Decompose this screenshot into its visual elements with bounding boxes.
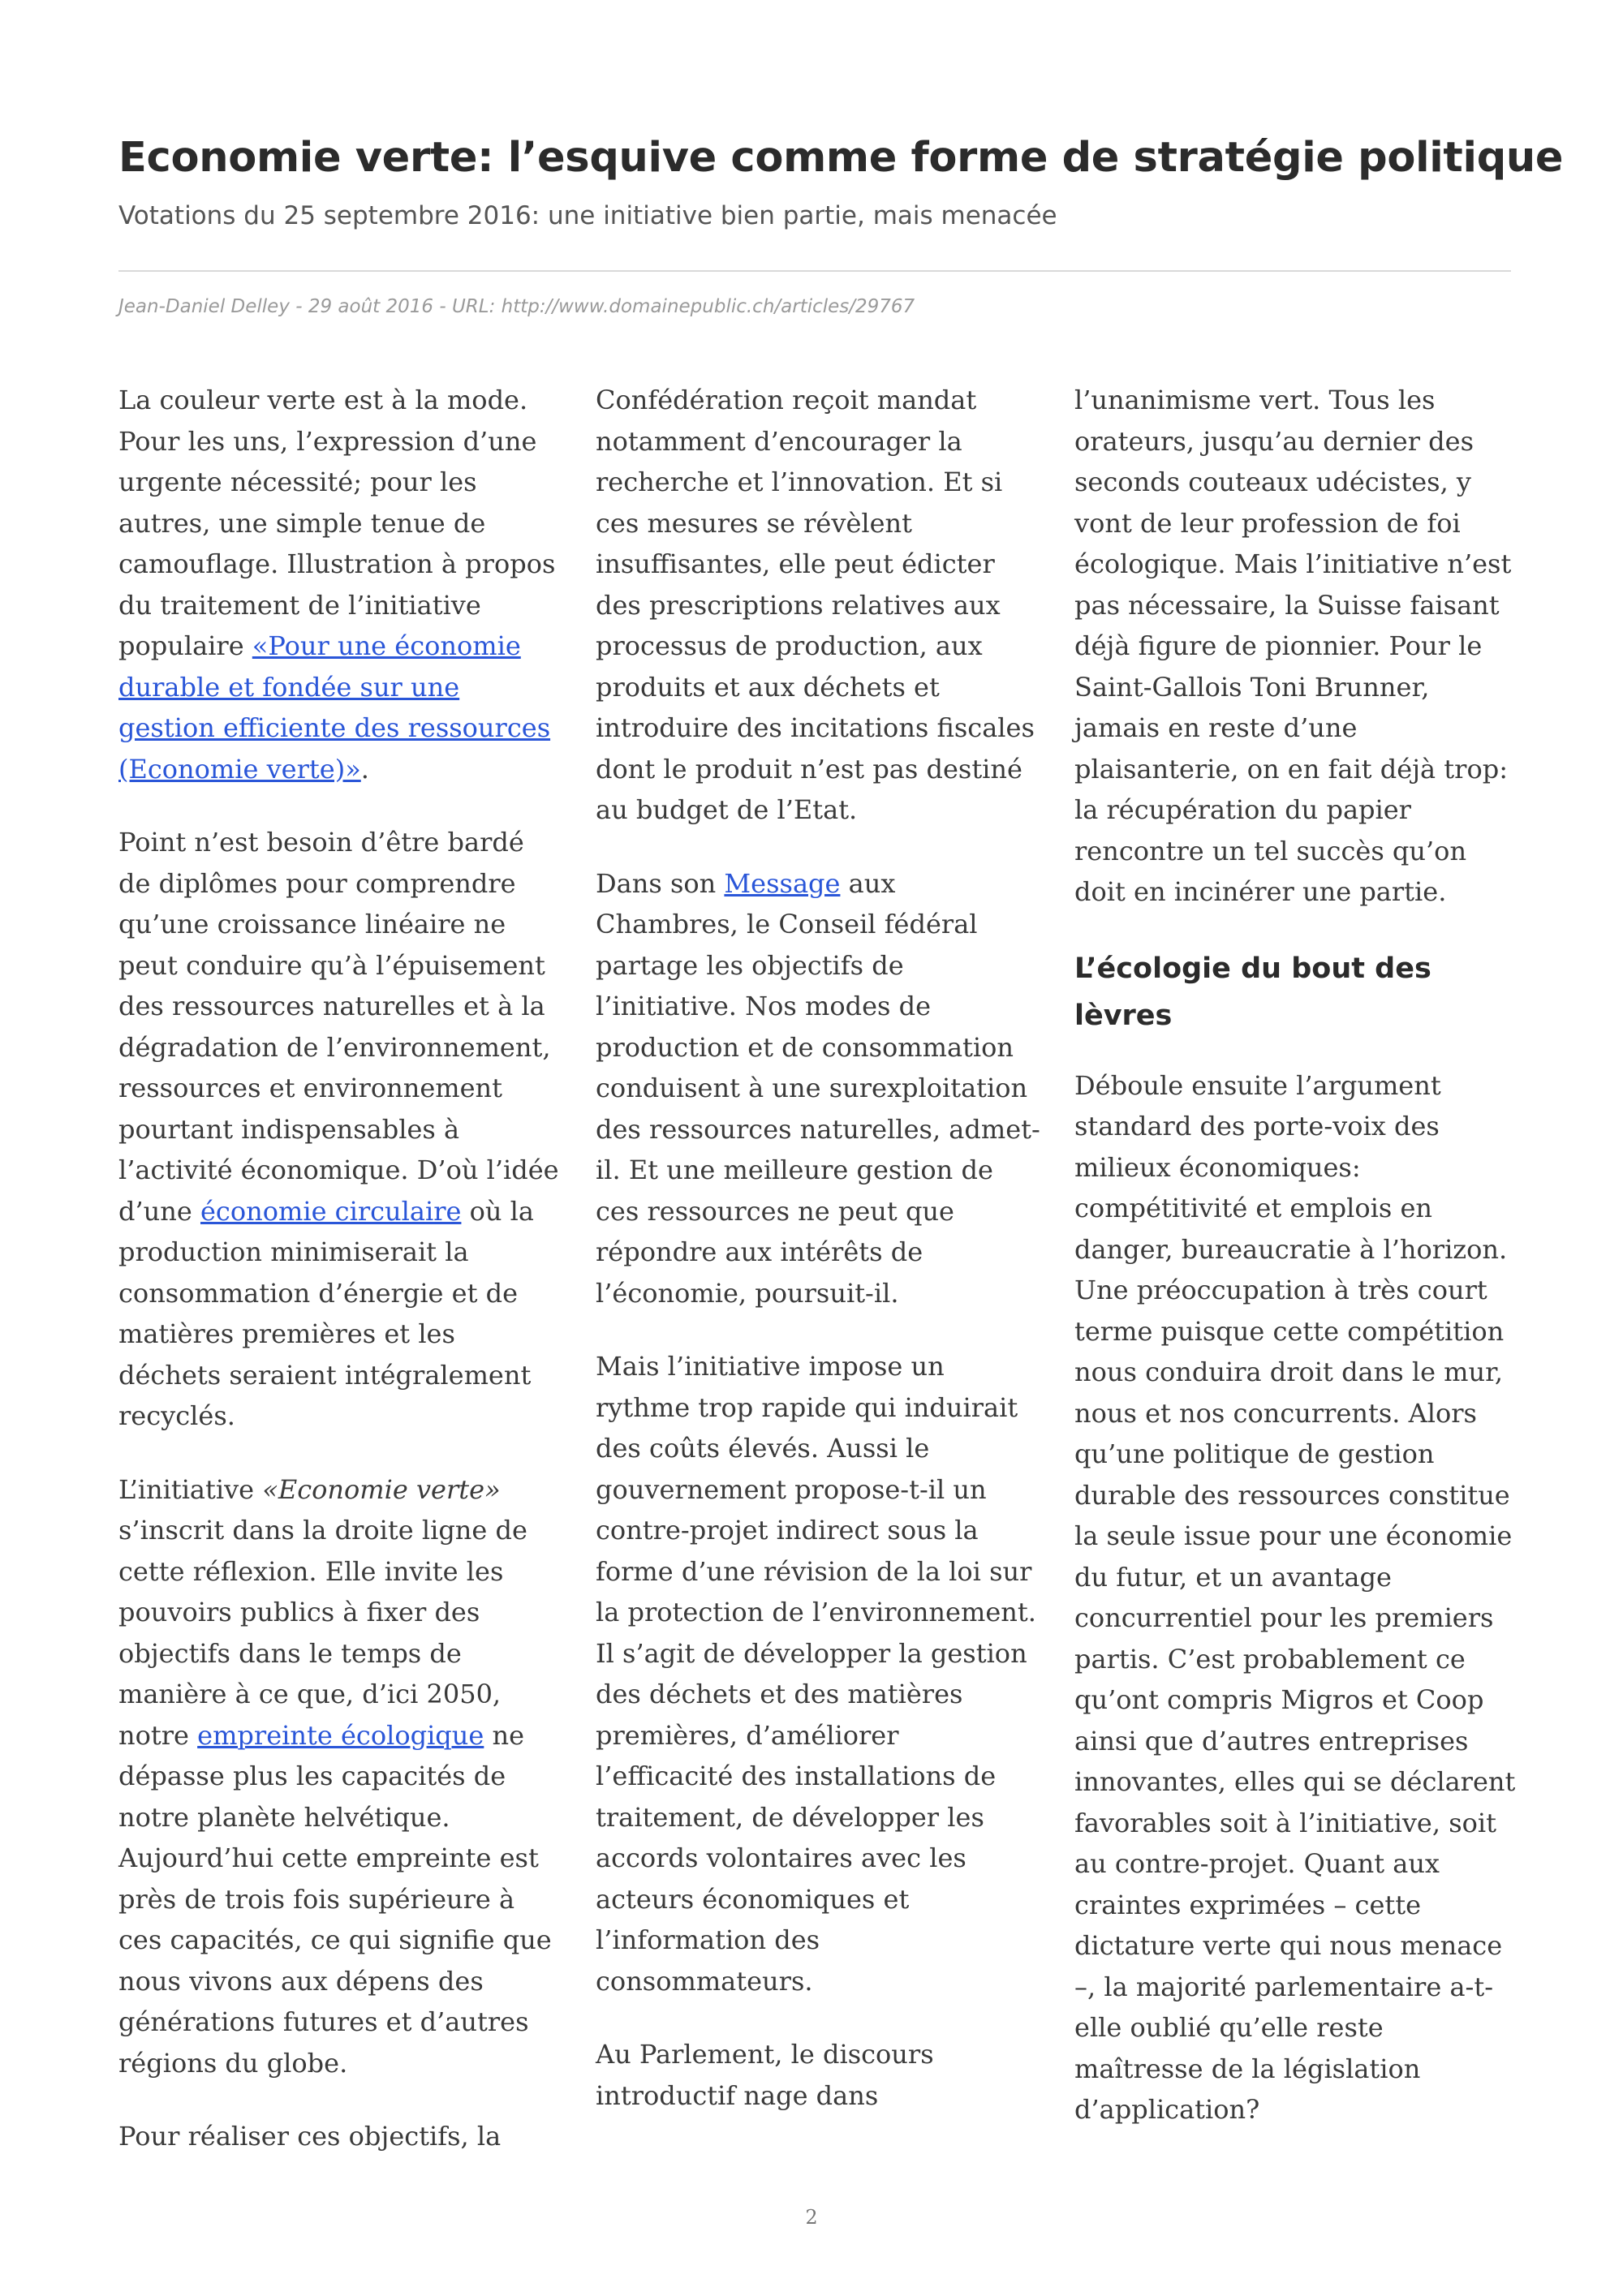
paragraph: [596, 2034, 1040, 2116]
paragraph-text: l’unanimisme vert. Tous les orateurs, jusqu’au dernier des seconds couteaux udécistes, y vont de leur profession de foi écologique. Mais l’initiative n’est pas nécessaire, la Suisse faisant déjà figure de pionnier. Pour le Saint-Gallois Toni Brunner, jamais en reste d’une plaisanterie, on en fait déjà trop: la récupération du papier rencontre un tel succès qu’on doit en incinérer une partie.: [1074, 385, 1512, 907]
paragraph: [118, 2116, 563, 2157]
paragraph: [118, 822, 563, 1437]
paragraph-text: aux Chambres, le Conseil fédéral partage les objectifs de l’initiative. Nos modes de production et de consommation conduisent à une surexploitation des ressources naturelles, admet-il. Et une meilleure gestion de ces ressources ne peut que répondre aux intérêts de l’économie, poursuit-il.: [596, 867, 1040, 1309]
paragraph-text: Mais l’initiative impose un rythme trop rapide qui induirait des coûts élevés. Aussi le gouvernement propose-t-il un contre-projet indirect sous la forme d’une révision de la loi sur la protection de l’environnement. Il s’agit de développer la gestion des déchets et des matières premières, d’améliorer l’efficacité des installations de traitement, de développer les accords volontaires avec les acteurs économiques et l’information des consommateurs.: [596, 1351, 1036, 1997]
initiative-name: «Economie verte»: [262, 1473, 501, 1505]
message-link[interactable]: Message: [724, 867, 841, 899]
paragraph: [1074, 1065, 1519, 2130]
paragraph-text: L’initiative: [118, 1473, 263, 1505]
paragraph-text: Point n’est besoin d’être bardé de diplômes pour comprendre qu’une croissance linéaire ne peut conduire qu’à l’épuisement des ressources naturelles et à la dégradation de l’environnement, ressources et environnement pourtant indispensables à l’activité économique. D’où l’idée d’une: [118, 827, 559, 1227]
article-byline: Jean-Daniel Delley - 29 août 2016 - URL: http://www.domainepublic.ch/articles/29767: [118, 296, 915, 317]
paragraph-text: Confédération reçoit mandat notamment d’encourager la recherche et l’innovation. Et si ces mesures se révèlent insuffisantes, elle peut édicter des prescriptions relatives aux processus de production, aux produits et aux déchets et introduire des incitations fiscales dont le produit n’est pas destiné au budget de l’Etat.: [596, 385, 1035, 825]
text-column-3: [1074, 380, 1519, 2163]
section-heading: L’écologie du bout des lèvres: [1074, 952, 1431, 1032]
ecological-footprint-link[interactable]: empreinte écologique: [197, 1719, 484, 1751]
paragraph-text: Pour réaliser ces objectifs, la: [118, 2121, 502, 2152]
paragraph: [596, 863, 1040, 1314]
initiative-link[interactable]: «Pour une économie durable et fondée sur une gestion efficiente des ressources (Economie verte)»: [118, 630, 551, 785]
article-subtitle: Votations du 25 septembre 2016: une initiative bien partie, mais menacée: [118, 201, 1057, 230]
header-divider: [118, 270, 1511, 272]
article-title: Economie verte: l’esquive comme forme de stratégie politique: [118, 134, 1564, 182]
paragraph: [596, 1346, 1040, 2001]
circular-economy-link[interactable]: économie circulaire: [200, 1195, 462, 1227]
paragraph-text: Déboule ensuite l’argument standard des porte-voix des milieux économiques: compétitivité et emplois en danger, bureaucratie à l’horizon. Une préoccupation à très court terme puisque cette compétition nous conduira droit dans le mur, nous et nos concurrents. Alors qu’une politique de gestion durable des ressources constitue la seule issue pour une économie du futur, et un avantage concurrentiel pour les premiers partis. C’est probablement ce qu’ont compris Migros et Coop ainsi que d’autres entreprises innovantes, elles qui se déclarent favorables soit à l’initiative, soit au contre-projet. Quant aux craintes exprimées – cette dictature verte qui nous menace –, la majorité parlementaire a-t-elle oublié qu’elle reste maîtresse de la législation d’application?: [1074, 1069, 1516, 2125]
paragraph: [118, 1469, 563, 2084]
paragraph-text: où la production minimiserait la consommation d’énergie et de matières premières et les déchets seraient intégralement recyclés.: [118, 1195, 534, 1431]
paragraph-text: Au Parlement, le discours introductif nage dans: [596, 2039, 934, 2111]
paragraph-text: .: [360, 753, 369, 785]
paragraph: [118, 380, 563, 789]
paragraph-text: ne dépasse plus les capacités de notre planète helvétique. Aujourd’hui cette empreinte est près de trois fois supérieure à ces capacités, ce qui signifie que nous vivons aux dépens des générations futures et d’autres régions du globe.: [118, 1719, 552, 2079]
text-column-1: [118, 380, 563, 2190]
page-number: 2: [805, 2206, 818, 2229]
paragraph-text: Dans son: [596, 867, 725, 899]
paragraph-text: s’inscrit dans la droite ligne de cette réflexion. Elle invite les pouvoirs publics à fixer des objectifs dans le temps de manière à ce que, d’ici 2050, notre: [118, 1515, 527, 1751]
paragraph: [596, 380, 1040, 831]
paragraph-text: La couleur verte est à la mode. Pour les uns, l’expression d’une urgente nécessité; pour les autres, une simple tenue de camouflage. Illustration à propos du traitement de l’initiative populaire: [118, 385, 556, 661]
text-column-2: [596, 380, 1040, 2148]
paragraph: [1074, 380, 1519, 913]
